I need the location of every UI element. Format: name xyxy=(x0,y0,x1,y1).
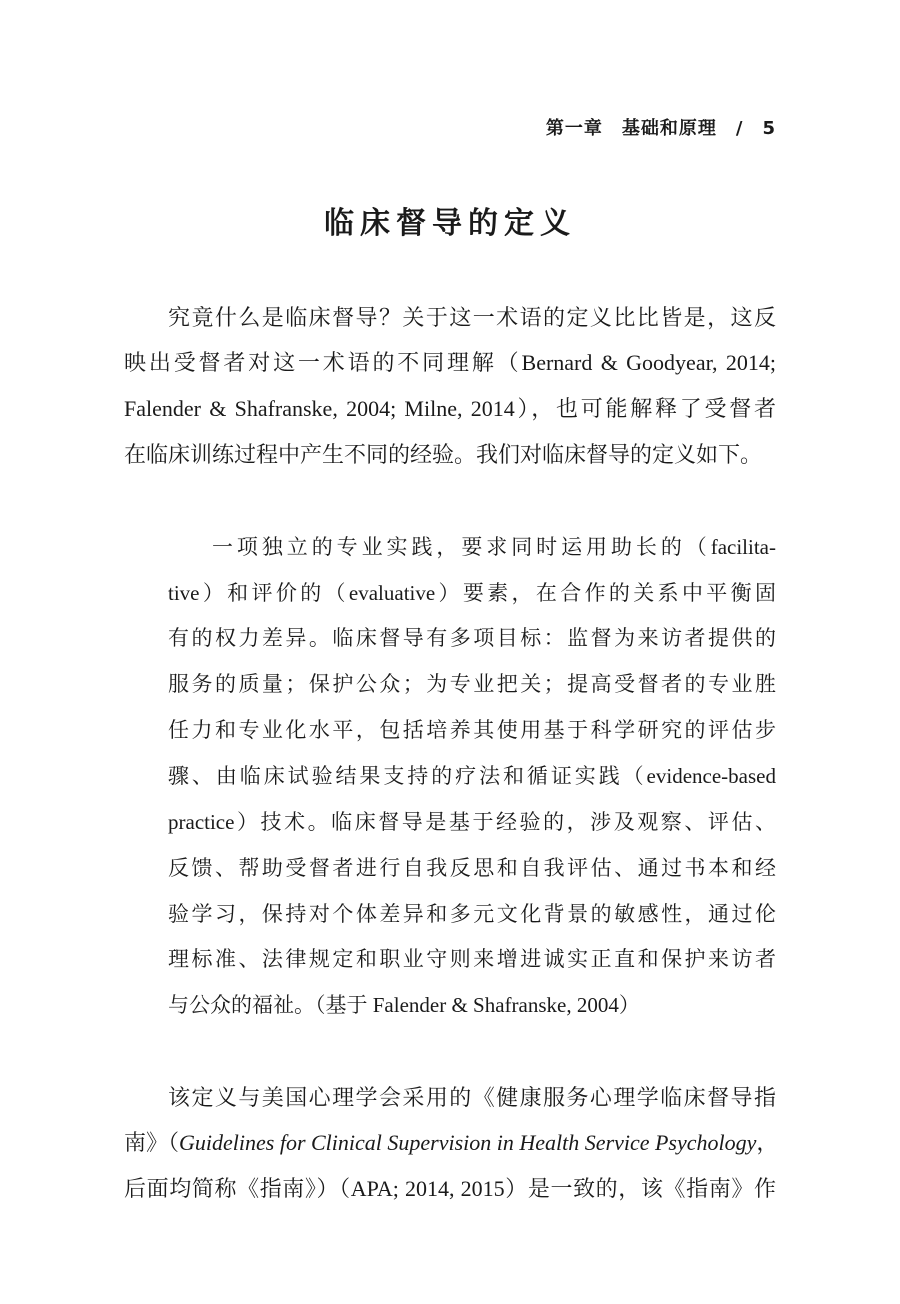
text-line: 与公众的福祉。（基于 Falender & Shafranske, 2004） xyxy=(168,993,640,1017)
text-line: 理标准、法律规定和职业守则来增进诚实正直和保护来访者 xyxy=(168,947,776,971)
text-line: 验学习，保持对个体差异和多元文化背景的敏感性，通过伦 xyxy=(168,902,776,926)
text-line: 服务的质量；保护公众；为专业把关；提高受督者的专业胜 xyxy=(168,672,776,696)
page-number: 5 xyxy=(762,118,776,139)
guideline-title-italic: Guidelines for Clinical Supervision in Health Service Psychology xyxy=(179,1130,757,1155)
running-header xyxy=(546,114,776,140)
text-line: practice）技术。临床督导是基于经验的，涉及观察、评估、 xyxy=(168,810,776,834)
text-fragment: ， xyxy=(756,1130,779,1155)
text-line: 在临床训练过程中产生不同的经验。我们对临床督导的定义如下。 xyxy=(124,442,763,467)
text-line: 骤、由临床试验结果支持的疗法和循证实践（evidence-based xyxy=(168,764,776,788)
text-line: 有的权力差异。临床督导有多项目标：监督为来访者提供的 xyxy=(168,626,776,650)
text-line: 映出受督者对这一术语的不同理解（Bernard & Goodyear, 2014; xyxy=(124,350,776,375)
text-line: 后面均简称《指南》）（APA; 2014, 2015）是一致的，该《指南》作 xyxy=(124,1176,776,1201)
text-line: tive）和评价的（evaluative）要素，在合作的关系中平衡固 xyxy=(168,581,776,605)
text-line xyxy=(124,1128,779,1158)
text-line: 一项独立的专业实践，要求同时运用助长的（facilita- xyxy=(212,535,776,559)
text-line: Falender & Shafranske, 2004; Milne, 2014），也可能解释了受督者 xyxy=(124,396,776,421)
text-line: 究竟什么是临床督导？关于这一术语的定义比比皆是，这反 xyxy=(168,305,776,330)
text-line: 该定义与美国心理学会采用的《健康服务心理学临床督导指 xyxy=(168,1085,776,1110)
text-line: 任力和专业化水平，包括培养其使用基于科学研究的评估步 xyxy=(168,718,776,742)
header-separator: / xyxy=(735,118,744,139)
text-line: 反馈、帮助受督者进行自我反思和自我评估、通过书本和经 xyxy=(168,856,776,880)
text-fragment: 南》（ xyxy=(124,1130,180,1155)
section-title: 临床督导的定义 xyxy=(324,206,576,241)
chapter-title: 第一章 基础和原理 xyxy=(545,118,717,139)
